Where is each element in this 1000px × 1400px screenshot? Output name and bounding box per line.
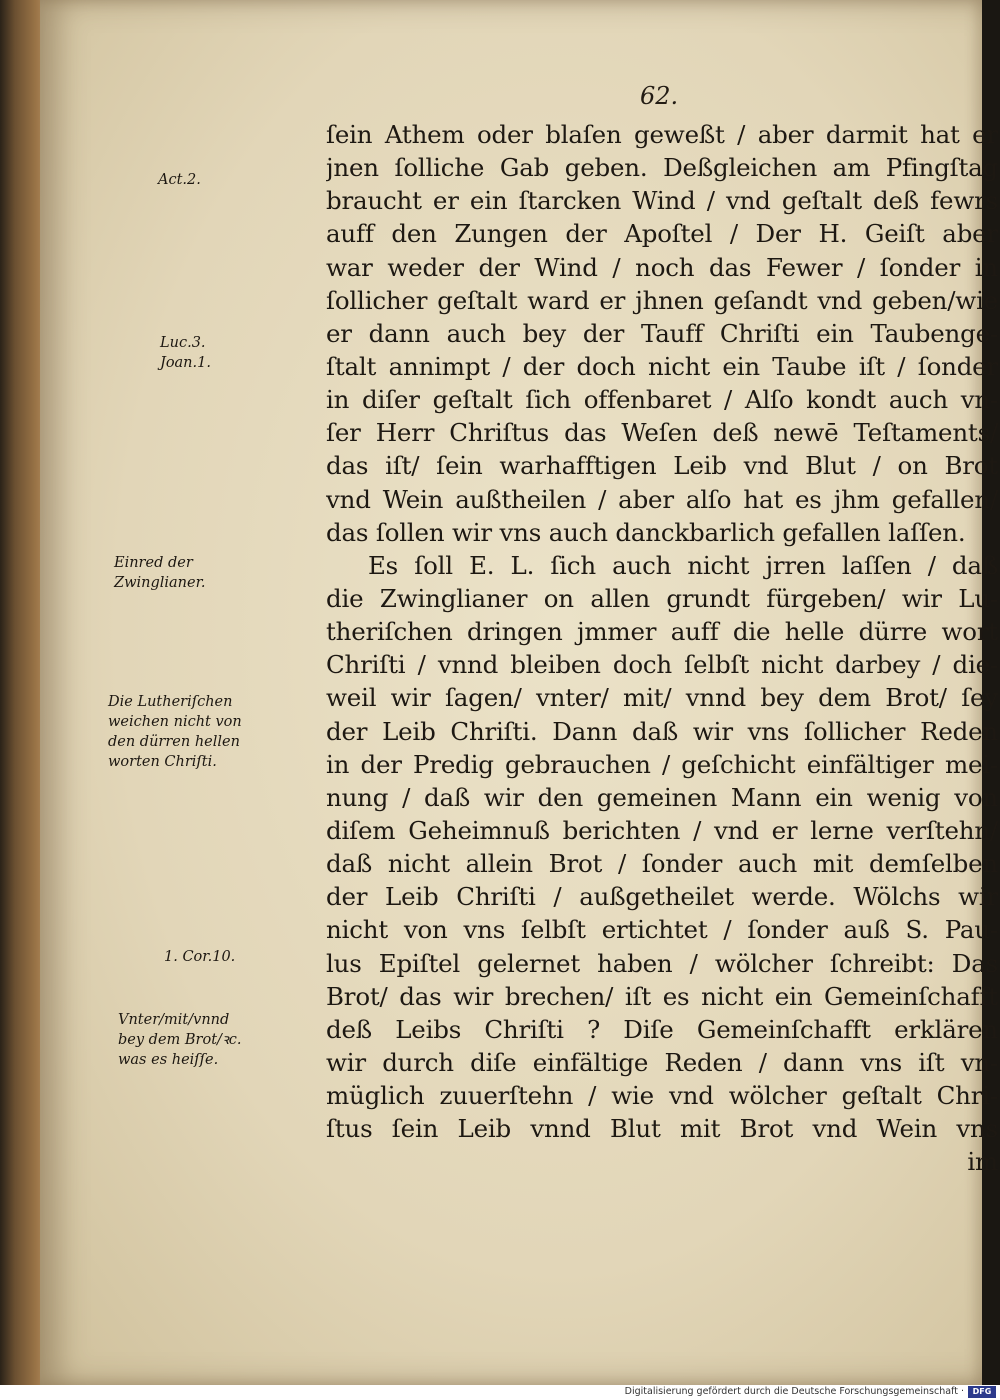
catchword: im bbox=[967, 1147, 998, 1177]
margin-note-line: Joan.1. bbox=[160, 355, 211, 371]
text-line: braucht er ein ſtarcken Wind / vnd geſtalt deß fewrs bbox=[326, 186, 998, 216]
text-line: der Leib Chriſti. Dann daß wir vns ſollicher Reden bbox=[326, 716, 998, 746]
text-line: auff den Zungen der Apoſtel / Der H. Geiſt aber bbox=[326, 219, 998, 249]
margin-note-einred bbox=[114, 553, 206, 593]
margin-note-act bbox=[158, 170, 201, 190]
book-page bbox=[40, 0, 998, 1385]
text-line: der Leib Chriſti / außgetheilet werde. Wölchs wir bbox=[326, 882, 998, 912]
margin-note-line: 1. Cor.10. bbox=[164, 949, 236, 965]
text-line: ſollicher geſtalt ward er jhnen geſandt vnd geben/wie bbox=[326, 285, 998, 315]
text-line: vnd Wein außtheilen / aber alſo hat es jhm gefallen/ bbox=[326, 484, 998, 514]
text-line: Chriſti / vnnd bleiben doch ſelbſt nicht darbey / die- bbox=[326, 650, 998, 680]
text-line: weil wir ſagen/ vnter/ mit/ vnnd bey dem Brot/ ſey bbox=[326, 683, 998, 713]
text-line: in der Predig gebrauchen / geſchicht einfältiger mei- bbox=[326, 749, 998, 779]
page-number: 62. bbox=[640, 82, 679, 110]
text-line: nung / daß wir den gemeinen Mann ein wenig von bbox=[326, 782, 998, 812]
text-line: in diſer geſtalt ſich offenbaret / Alſo kondt auch vn- bbox=[326, 385, 998, 415]
margin-note-line: Act.2. bbox=[158, 172, 201, 188]
margin-note-cor bbox=[164, 947, 235, 967]
margin-note-line: Vnter/mit/vnnd bbox=[118, 1012, 230, 1028]
text-line: das iſt/ ſein warhafftigen Leib vnd Blut / on Brot bbox=[326, 451, 998, 481]
margin-note-line: Einred der bbox=[114, 555, 193, 571]
margin-note-line: den dürren hellen bbox=[108, 734, 240, 750]
margin-note-line: Die Lutheriſchen bbox=[108, 694, 233, 710]
text-line: daß nicht allein Brot / ſonder auch mit demſelben bbox=[326, 849, 998, 879]
margin-note-luc-joan bbox=[160, 333, 211, 373]
text-line: jnen ſolliche Gab geben. Deßgleichen am Pfingſtag bbox=[326, 153, 998, 183]
text-line: Brot/ das wir brechen/ iſt es nicht ein Gemeinſchafft bbox=[326, 981, 998, 1011]
text-line: theriſchen dringen jmmer auff die helle dürre wort bbox=[326, 617, 998, 647]
margin-note-line: Luc.3. bbox=[160, 335, 206, 351]
text-line: diſem Geheimnuß berichten / vnd er lerne verſtehn/ bbox=[326, 815, 998, 845]
text-line: war weder der Wind / noch das Fewer / ſonder in bbox=[326, 252, 998, 282]
text-line: lus Epiſtel gelernet haben / wölcher ſchreibt: Das bbox=[326, 948, 998, 978]
margin-note-line: was es heiſſe. bbox=[118, 1052, 219, 1068]
text-line: ſein Athem oder blaſen geweßt / aber darmit hat er bbox=[326, 120, 998, 149]
text-line: wir durch diſe einfältige Reden / dann vns iſt vn- bbox=[326, 1047, 998, 1077]
text-line: die Zwinglianer on allen grundt fürgeben/ wir Lu- bbox=[326, 583, 998, 613]
margin-note-line: weichen nicht von bbox=[108, 714, 242, 730]
text-line: ſtus ſein Leib vnnd Blut mit Brot vnd Wein vns bbox=[326, 1114, 998, 1144]
margin-note-vnter bbox=[118, 1010, 242, 1070]
text-line: müglich zuuerſtehn / wie vnd wölcher geſtalt Chri- bbox=[326, 1081, 998, 1111]
margin-note-line: bey dem Brot/ꝛc. bbox=[118, 1032, 242, 1048]
margin-note-lutherischen bbox=[108, 692, 242, 772]
text-line: er dann auch bey der Tauff Chriſti ein Taubenge- bbox=[326, 318, 998, 348]
margin-note-line: worten Chriſti. bbox=[108, 754, 217, 770]
text-line: das ſollen wir vns auch danckbarlich gefallen laſſen. bbox=[326, 517, 966, 547]
margin-note-line: Zwinglianer. bbox=[114, 575, 206, 591]
text-line: ſer Herr Chriſtus das Weſen deß newē Teſtaments/ bbox=[326, 418, 998, 448]
text-line: ſtalt annimpt / der doch nicht ein Taube iſt / ſonder bbox=[326, 351, 998, 381]
digitization-credit: Digitalisierung gefördert durch die Deutsche Forschungsgemeinschaft · bbox=[624, 1386, 964, 1397]
main-text-block bbox=[326, 118, 998, 1179]
dfg-logo: DFG bbox=[968, 1386, 996, 1398]
text-line: Es ſoll E. L. ſich auch nicht jrren laſſen / daß bbox=[368, 550, 998, 580]
text-line: nicht von vns ſelbſt ertichtet / ſonder auß S. Pau- bbox=[326, 915, 998, 945]
text-line: deß Leibs Chriſti ? Diſe Gemeinſchafft erklären bbox=[326, 1014, 998, 1044]
